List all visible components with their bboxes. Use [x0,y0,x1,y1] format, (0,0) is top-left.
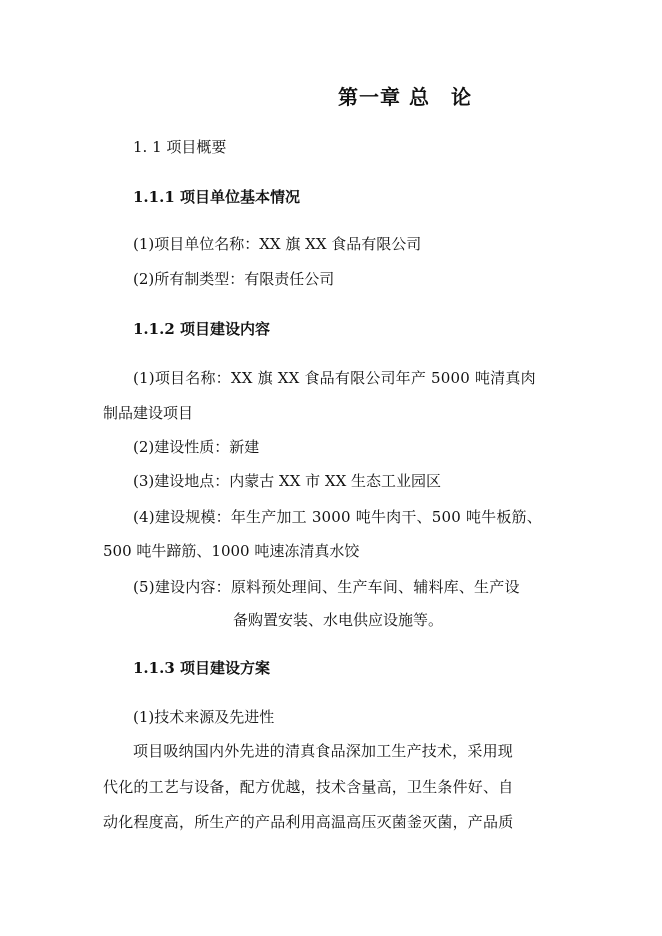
tech-source-heading: (1)技术来源及先进性 [133,708,275,726]
tech-paragraph-line-2: 代化的工艺与设备，配方优越，技术含量高，卫生条件好、自 [103,778,514,796]
chapter-title: 第一章 总 论 [338,85,472,109]
ownership-type: (2)所有制类型：有限责任公司 [133,270,335,288]
construction-scale-line-1: (4)建设规模：年生产加工 3000 吨牛肉干、500 吨牛板筋、 [133,508,542,526]
construction-location: (3)建设地点：内蒙古 XX 市 XX 生态工业园区 [133,472,442,490]
construction-scale-line-2: 500 吨牛蹄筋、1000 吨速冻清真水饺 [103,542,360,560]
section-heading-1-1: 1. 1 项目概要 [133,138,227,156]
project-name-line-2: 制品建设项目 [103,404,194,422]
subsection-heading-1-1-3: 1.1.3 项目建设方案 [133,659,270,677]
project-name-line-1: (1)项目名称：XX 旗 XX 食品有限公司年产 5000 吨清真肉 [133,369,536,387]
subsection-heading-1-1-1: 1.1.1 项目单位基本情况 [133,188,300,206]
construction-content-line-2: 备购置安装、水电供应设施等。 [233,611,444,629]
tech-paragraph-line-1: 项目吸纳国内外先进的清真食品深加工生产技术，采用现 [133,742,514,760]
construction-nature: (2)建设性质：新建 [133,438,260,456]
project-unit-name: (1)项目单位名称：XX 旗 XX 食品有限公司 [133,235,422,253]
construction-content-line-1: (5)建设内容：原料预处理间、生产车间、辅料库、生产设 [133,578,520,596]
subsection-heading-1-1-2: 1.1.2 项目建设内容 [133,320,270,338]
tech-paragraph-line-3: 动化程度高，所生产的产品利用高温高压灭菌釜灭菌，产品质 [103,813,514,831]
